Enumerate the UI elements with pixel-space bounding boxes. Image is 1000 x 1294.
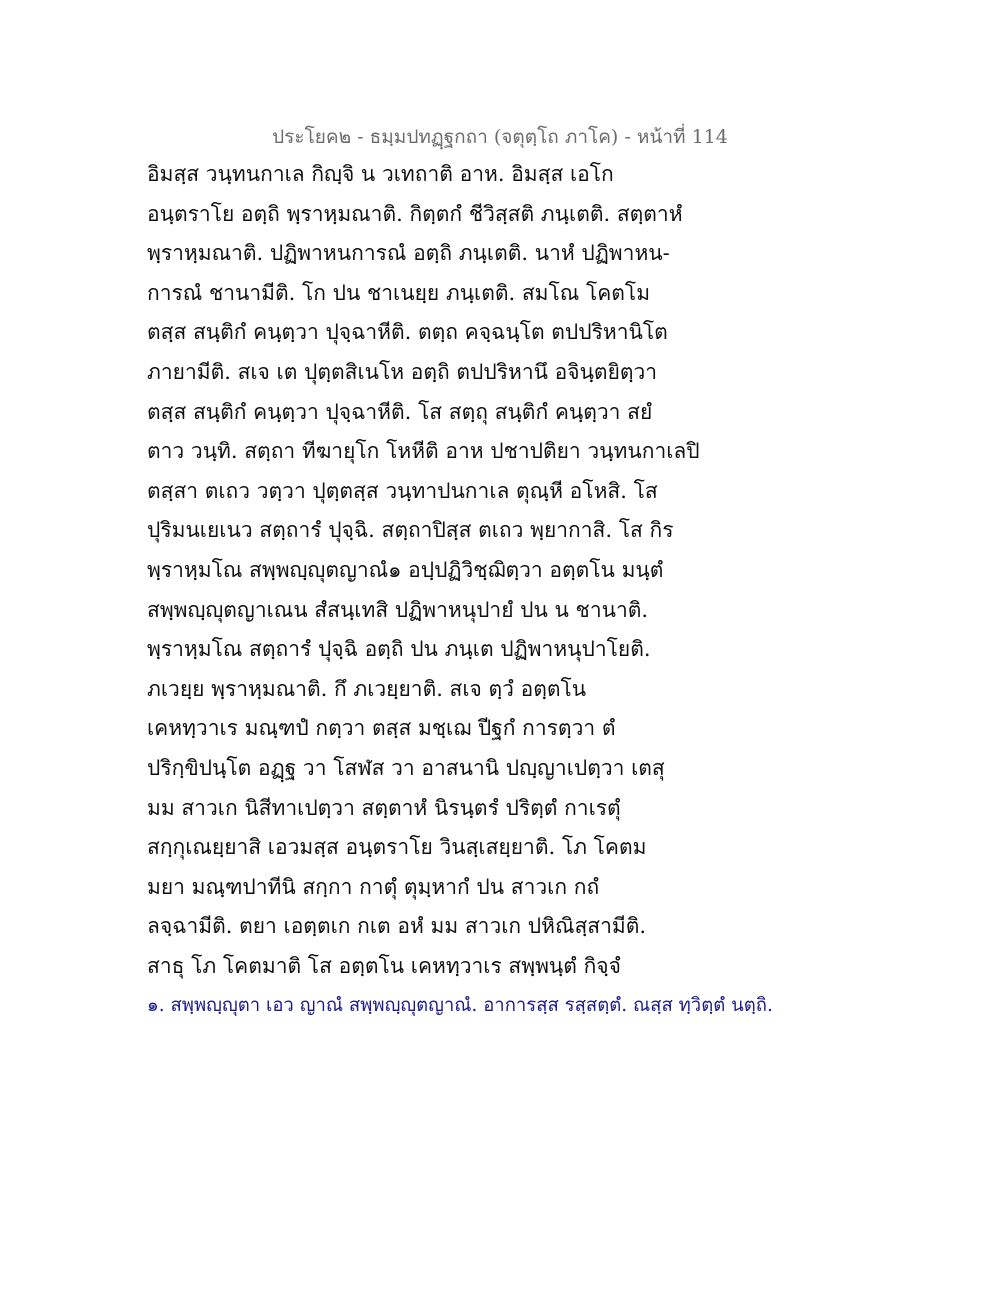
text-line: ลจฺฉามีติ. ตยา เอตฺตเก กเต อหํ มม สาวเก ปหิณิสฺสามีติ. xyxy=(147,914,647,939)
text-line: ตสฺส สนฺติกํ คนฺตฺวา ปุจฺฉาหีติ. ตตฺถ คจฺฉนฺโต ตปปริหานิโต xyxy=(147,320,668,345)
text-line: มยา มณฺฑปาทีนิ สกฺกา กาตุํ ตุมฺหากํ ปน สาวเก กถํ xyxy=(147,874,600,899)
text-line: ภายามีติ. สเจ เต ปุตฺตสิเนโห อตฺถิ ตปปริหานึ อจินฺตยิตฺวา xyxy=(147,359,658,384)
text-line: พฺราหฺมโณ สตฺถารํ ปุจฺฉิ อตฺถิ ปน ภนฺเต ปฏิพาหนุปาโยติ. xyxy=(147,637,651,662)
text-line: มม สาวเก นิสีทาเปตฺวา สตฺตาหํ นิรนฺตรํ ปริตฺตํ กาเรตุํ xyxy=(147,795,621,820)
text-line: สพฺพญฺญุตญาเณน สํสนฺเทสิ ปฏิพาหนุปายํ ปน น ชานาติ. xyxy=(147,597,649,622)
text-line: ตสฺสา ตเถว วตฺวา ปุตฺตสฺส วนฺทาปนกาเล ตุณฺหี อโหสิ. โส xyxy=(147,478,658,503)
text-line: เคหทฺวาเร มณฺฑปํ กตฺวา ตสฺส มชฺเฌ ปีฐกํ การตฺวา ตํ xyxy=(147,716,616,741)
text-line: การณํ ชานามีติ. โก ปน ชาเนยฺย ภนฺเตติ. สมโณ โคตโม xyxy=(147,280,651,305)
text-line: ภเวยฺย พฺราหฺมณาติ. กึ ภเวยฺยาติ. สเจ ตฺวํ อตฺตโน xyxy=(147,676,587,701)
footnote: ๑. สพฺพญฺญุตา เอว ญาณํ สพฺพญฺญุตญาณํ. อาการสฺส รสฺสตฺตํ. ณสฺส ทฺวิตฺตํ นตฺถิ. xyxy=(147,995,773,1016)
text-line: พฺราหฺมโณ สพฺพญฺญุตญาณํ๑ อปฺปฏิวิชฺฌิตฺวา อตฺตโน มนฺตํ xyxy=(147,557,664,582)
page-header: ประโยค๒ - ธมฺมปทฏฺฐกถา (จตุตฺโถ ภาโค) - หน้าที่ 114 xyxy=(272,126,728,148)
text-line: ตสฺส สนฺติกํ คนฺตฺวา ปุจฺฉาหีติ. โส สตฺถุ สนฺติกํ คนฺตฺวา สยํ xyxy=(147,399,653,424)
text-line: ปุริมนเยเนว สตฺถารํ ปุจฺฉิ. สตฺถาปิสฺส ตเถว พฺยากาสิ. โส กิร xyxy=(147,518,674,543)
text-line: อิมสฺส วนฺทนกาเล กิญฺจิ น วเทถาติ อาห. อิมสฺส เอโก xyxy=(147,162,614,186)
text-line: พฺราหฺมณาติ. ปฏิพาหนการณํ อตฺถิ ภนฺเตติ. นาหํ ปฏิพาหน- xyxy=(147,241,670,266)
text-line: ตาว วนฺทิ. สตฺถา ทีฆายุโก โหหีติ อาห ปชาปติยา วนฺทนกาเลปิ xyxy=(147,439,700,464)
text-line: อนฺตราโย อตฺถิ พฺราหฺมณาติ. กิตฺตกํ ชีวิสฺสติ ภนฺเตติ. สตฺตาหํ xyxy=(147,201,683,226)
text-line: สกฺกุเณยฺยาสิ เอวมสฺส อนฺตราโย วินสฺเสยฺยาติ. โภ โคตม xyxy=(147,835,647,860)
text-line: ปริกฺขิปนฺโต อฏฺฐ วา โสฬส วา อาสนานิ ปญฺญาเปตฺวา เตสุ xyxy=(147,755,665,780)
body-text xyxy=(147,155,847,986)
text-line: สาธุ โภ โคตมาติ โส อตฺตโน เคหทฺวาเร สพฺพนฺตํ กิจฺจํ xyxy=(147,953,621,978)
